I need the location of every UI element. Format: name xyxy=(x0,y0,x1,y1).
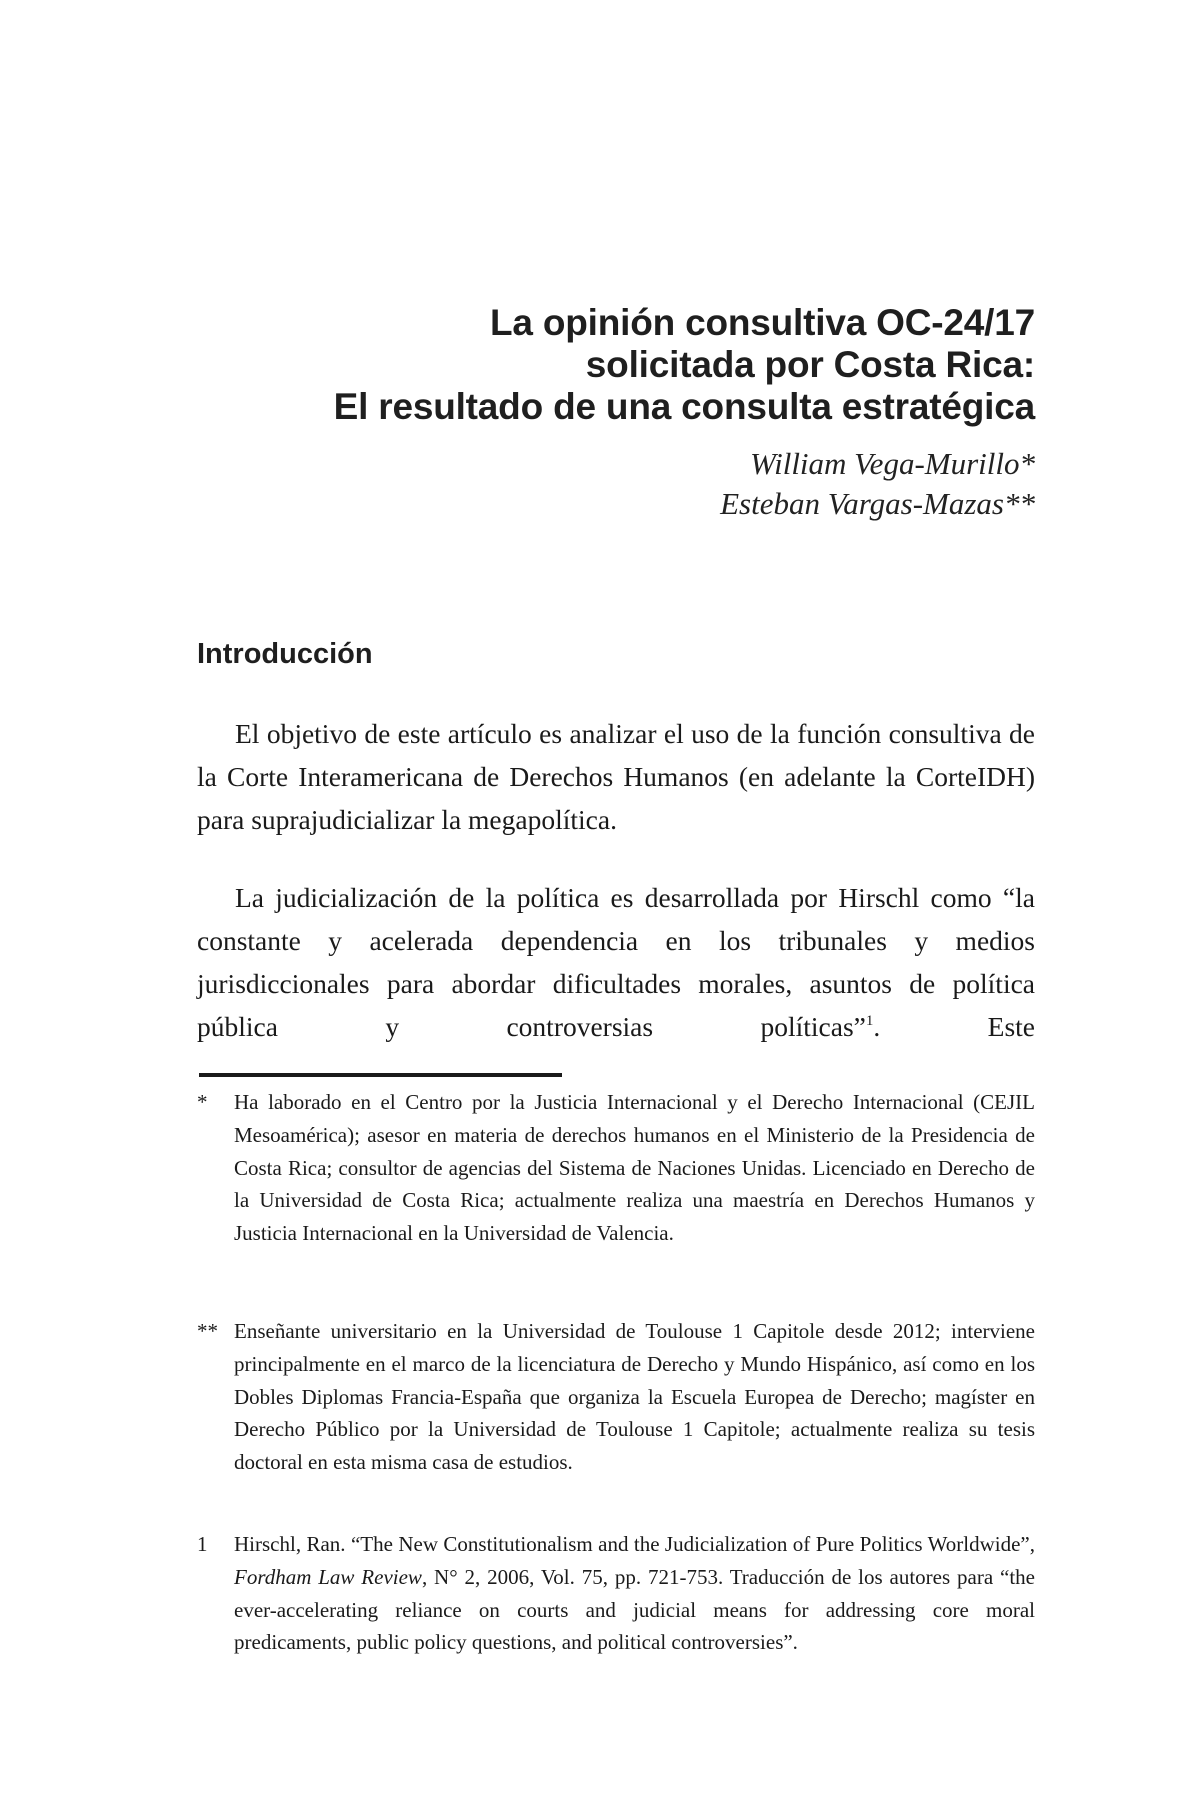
footnote-1 xyxy=(197,1528,1035,1659)
body-paragraph-1: El objetivo de este artículo es analizar el uso de la función consultiva de la Corte Interamericana de Derechos Humanos (en adelante la CorteIDH) para suprajudicializar la megapolítica. xyxy=(197,718,1035,835)
body-paragraph-2 xyxy=(197,876,1035,1048)
footnote-author-1 xyxy=(197,1086,1035,1250)
title-line-1: La opinión consultiva OC-24/17 xyxy=(490,302,1035,343)
article-title xyxy=(334,302,1035,428)
title-line-3: El resultado de una consulta estratégica xyxy=(333,386,1035,427)
footnote-text xyxy=(234,1528,1035,1659)
paragraph-2-continuation: . Este xyxy=(873,1011,1035,1042)
footnote-text: Ha laborado en el Centro por la Justicia Internacional y el Derecho Internacional (CEJIL Mesoamérica); asesor en materia de derechos humanos en el Ministerio de la Presidencia de Costa Rica; consultor de agencias del Sistema de Naciones Unidas. Licenciado en Derecho de la Universidad de Costa Rica; actualmente realiza una maestría en Derechos Humanos y Justicia Internacional en la Universidad de Valencia. xyxy=(234,1090,1035,1246)
title-line-2: solicitada por Costa Rica: xyxy=(585,344,1035,385)
author-1: William Vega-Murillo* xyxy=(749,446,1035,481)
footnote-separator xyxy=(199,1073,562,1077)
document-page xyxy=(197,0,1035,1800)
body-paragraph-2-block xyxy=(197,876,1035,1048)
author-list xyxy=(720,444,1035,524)
journal-title: Fordham Law Review xyxy=(234,1564,422,1589)
citation-continuation: , N° 2, 2006, Vol. 75, pp. 721-753. Traducción de los autores para “the ever-accelerating reliance on courts and judicial means for addressing core moral predicaments, public policy questions, and political controversies”. xyxy=(234,1564,1035,1655)
footnote-reference-1[interactable]: 1 xyxy=(865,1013,874,1029)
footnote-text: Enseñante universitario en la Universidad de Toulouse 1 Capitole desde 2012; interviene principalmente en el marco de la licenciatura de Derecho y Mundo Hispánico, así como en los Dobles Diplomas Francia-España que organiza la Escuela Europea de Derecho; magíster en Derecho Público por la Universidad de Toulouse 1 Capitole; actualmente realiza su tesis doctoral en esta misma casa de estudios. xyxy=(234,1319,1035,1475)
paragraph-2-text: La judicialización de la política es desarrollada por Hirschl como “la constante y acelerada dependencia en los tribunales y medios jurisdiccionales para abordar dificultades morales, asuntos de política pública y controversias políticas” xyxy=(197,882,1035,1042)
author-2: Esteban Vargas-Mazas** xyxy=(720,486,1035,521)
footnote-author-2 xyxy=(197,1315,1035,1479)
footnote-marker: * xyxy=(197,1090,208,1114)
section-heading: Introducción xyxy=(197,638,373,670)
footnote-marker: 1 xyxy=(197,1532,208,1556)
body-paragraph-1-block xyxy=(197,712,1035,841)
citation-text: Hirschl, Ran. “The New Constitutionalism and the Judicialization of Pure Politics Worldwide”, xyxy=(234,1532,1035,1556)
footnote-marker: ** xyxy=(197,1319,218,1343)
